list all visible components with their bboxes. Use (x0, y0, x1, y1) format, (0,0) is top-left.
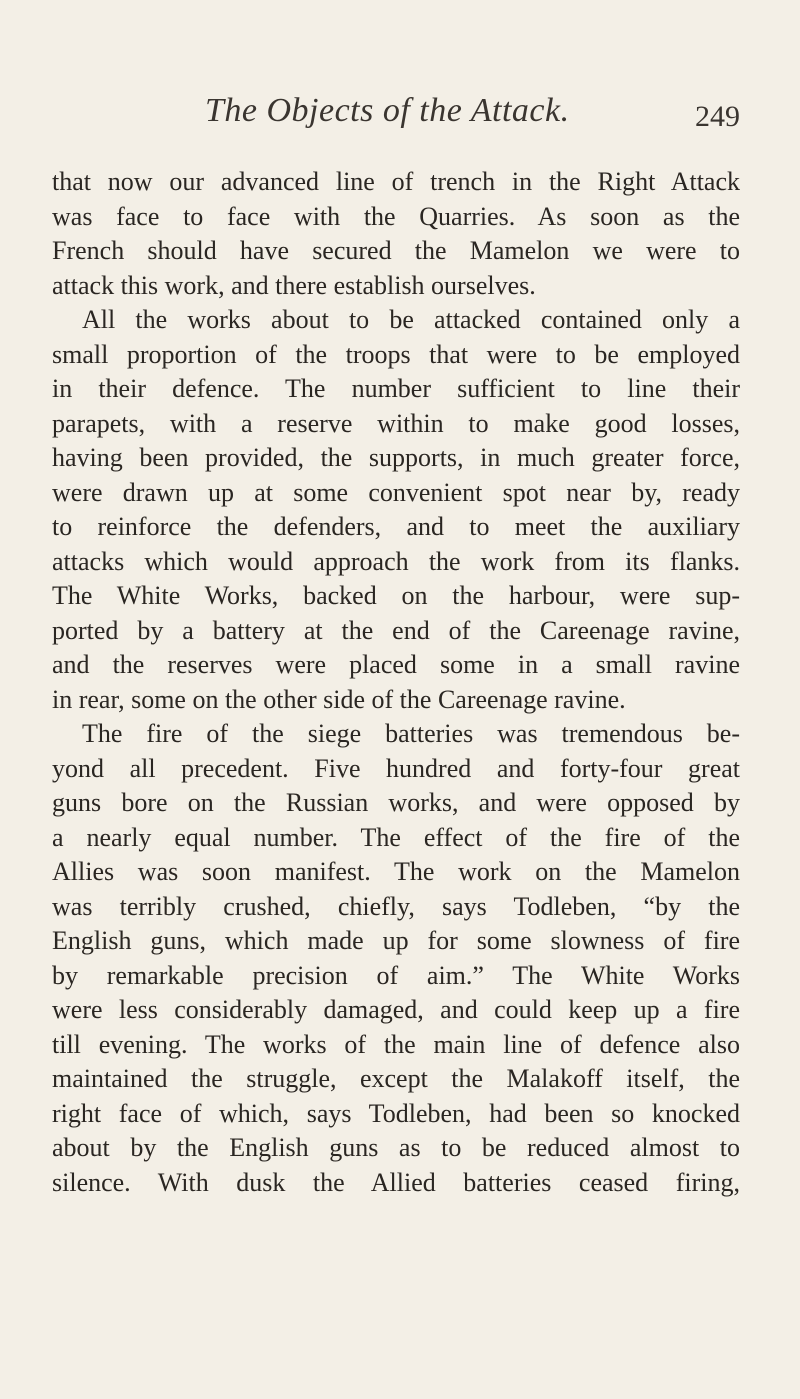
text-line: was terribly crushed, chiefly, says Todleben, “by the (52, 891, 740, 921)
text-line: The fire of the siege batteries was tremendous be- (82, 719, 740, 748)
body-text (52, 165, 740, 1200)
text-line: in rear, some on the other side of the Careenage ravine. (52, 684, 626, 714)
text-line: having been provided, the supports, in much greater force, (52, 443, 740, 472)
text-line: English guns, which made up for some slowness of fire (52, 926, 740, 955)
text-line: attacks which would approach the work from its flanks. (52, 546, 740, 576)
text-line: parapets, with a reserve within to make good losses, (52, 408, 740, 438)
text-line: small proportion of the troops that were to be employed (52, 339, 740, 369)
text-line: were drawn up at some convenient spot near by, ready (52, 477, 740, 507)
text-line: silence. With dusk the Allied batteries ceased firing, (52, 1167, 740, 1197)
text-line: were less considerably damaged, and could keep up a fire (52, 995, 740, 1024)
text-line: Allies was soon manifest. The work on the Mamelon (52, 857, 740, 886)
text-line: guns bore on the Russian works, and were opposed by (52, 788, 740, 817)
text-line: right face of which, says Todleben, had been so knocked (52, 1098, 740, 1128)
text-line: about by the English guns as to be reduced almost to (52, 1133, 740, 1162)
text-line: maintained the struggle, except the Malakoff itself, the (52, 1064, 740, 1093)
text-line: ported by a battery at the end of the Careenage ravine, (52, 615, 740, 645)
text-line: French should have secured the Mamelon we were to (52, 236, 740, 265)
text-line: to reinforce the defenders, and to meet the auxiliary (52, 512, 740, 541)
text-line: and the reserves were placed some in a small ravine (52, 650, 740, 679)
text-line: that now our advanced line of trench in the Right Attack (52, 167, 740, 196)
text-line: in their defence. The number sufficient to line their (52, 374, 740, 403)
text-line: yond all precedent. Five hundred and forty-four great (52, 753, 740, 783)
text-line: by remarkable precision of aim.” The White Works (52, 960, 740, 990)
running-head (205, 92, 740, 136)
text-line: a nearly equal number. The effect of the fire of the (52, 822, 740, 852)
page-number: 249 (695, 100, 740, 133)
text-line: All the works about to be attacked contained only a (82, 305, 740, 334)
text-line: attack this work, and there establish ourselves. (52, 270, 536, 300)
running-title: The Objects of the Attack. (205, 92, 570, 129)
text-line: The White Works, backed on the harbour, were sup- (52, 581, 740, 610)
text-line: till evening. The works of the main line of defence also (52, 1029, 740, 1059)
text-line: was face to face with the Quarries. As soon as the (52, 201, 740, 231)
